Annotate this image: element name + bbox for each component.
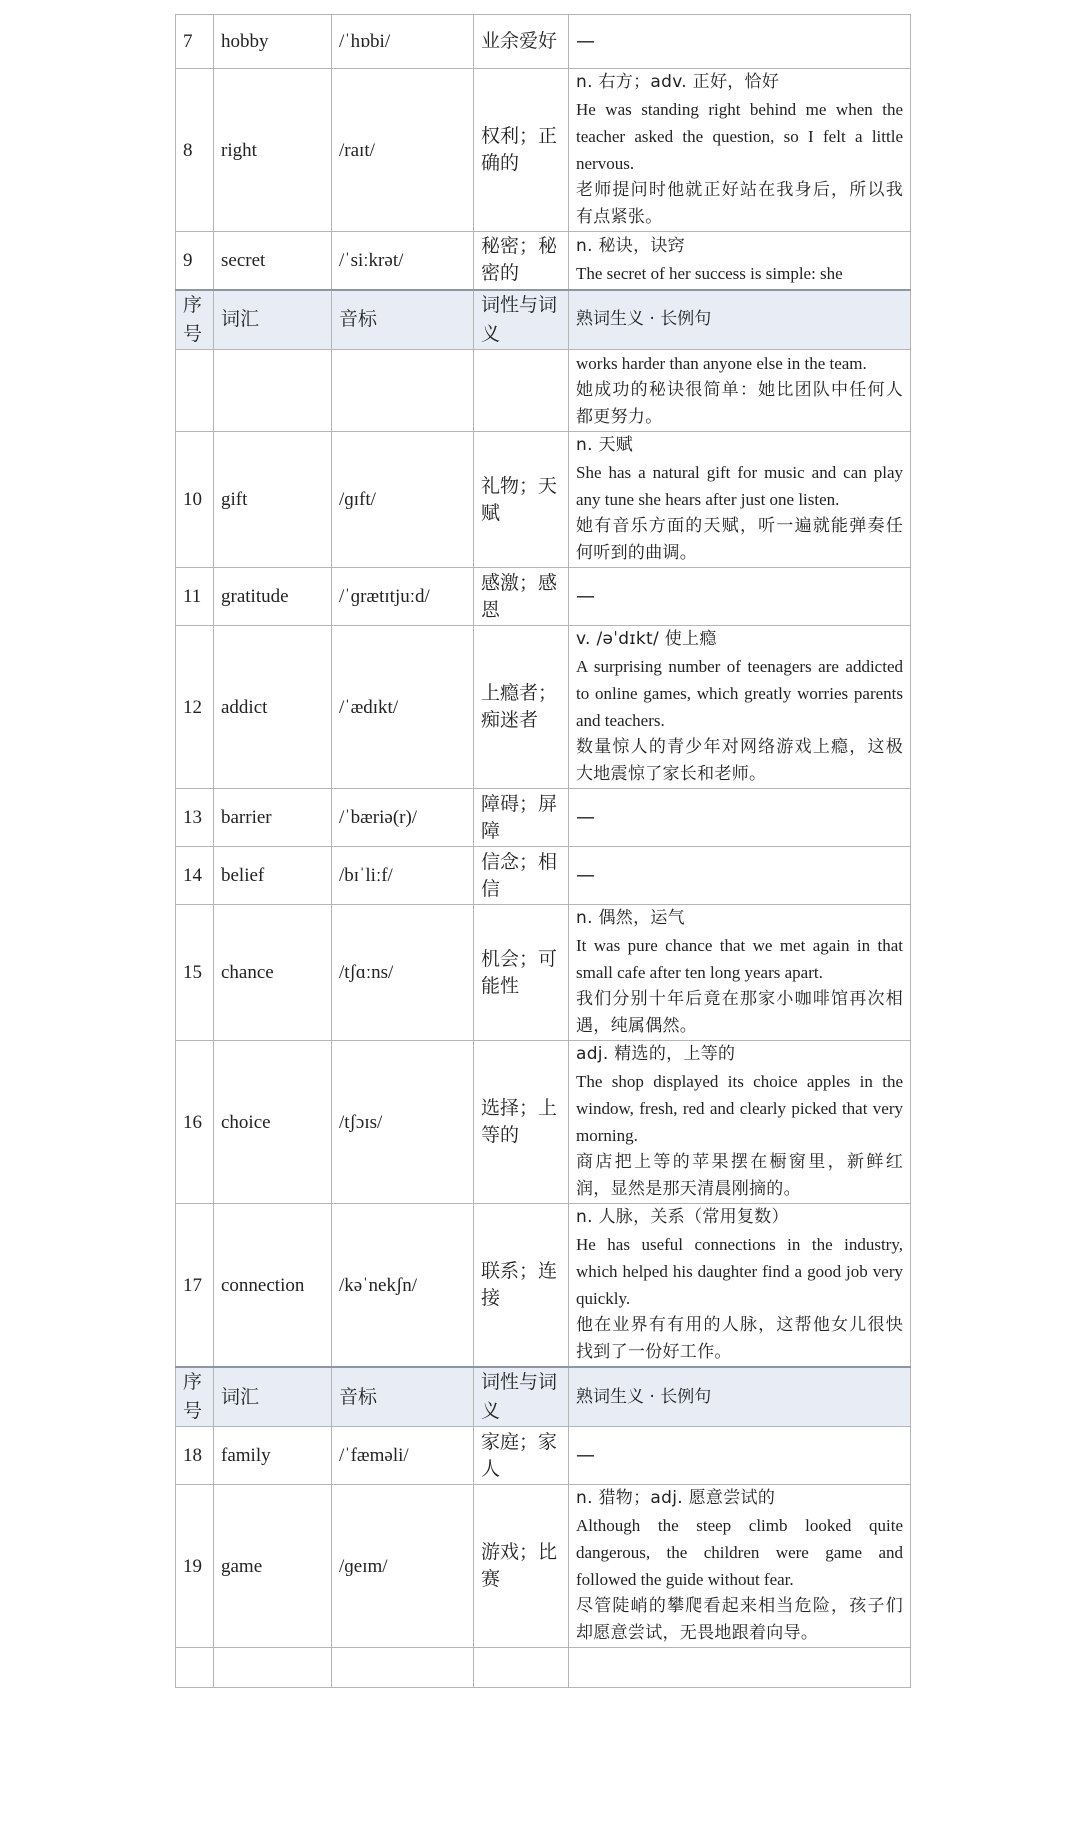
phonetic: /ˈbæriə(r)/ (332, 789, 474, 847)
extended-meaning-line: adj. 精选的，上等的 (576, 1044, 736, 1064)
table-row (176, 568, 911, 626)
table-row (176, 789, 911, 847)
table-row (176, 1041, 911, 1204)
extended-meaning-cell (569, 568, 911, 626)
header-number: 序号 (176, 290, 214, 350)
phonetic: /ɡɪft/ (332, 432, 474, 568)
translation-line: 数量惊人的青少年对网络游戏上瘾，这极大地震惊了家长和老师。 (576, 737, 903, 784)
table-row (176, 905, 911, 1041)
example-sentence: A surprising number of teenagers are addicted to online games, which greatly worries parents and teachers. (576, 657, 903, 730)
table-row (176, 626, 911, 789)
row-number: 15 (176, 905, 214, 1041)
phonetic: /ɡeɪm/ (332, 1485, 474, 1648)
phonetic: /bɪˈliːf/ (332, 847, 474, 905)
header-number: 序号 (176, 1367, 214, 1427)
vocabulary-table-body (176, 15, 911, 1688)
vocabulary-word: connection (214, 1204, 332, 1368)
table-row (176, 232, 911, 290)
extended-meaning-cell (569, 432, 911, 568)
part-of-speech-meaning: 机会；可能性 (474, 905, 569, 1041)
extended-meaning-cell (569, 847, 911, 905)
extended-meaning-cell (569, 1204, 911, 1368)
phonetic: /ˈsiːkrət/ (332, 232, 474, 290)
example-sentence: He has useful connections in the industry, which helped his daughter find a good job very quickly. (576, 1235, 903, 1308)
extended-meaning-cell (569, 69, 911, 232)
extended-meaning-cell (569, 1041, 911, 1204)
row-number: 9 (176, 232, 214, 290)
no-extended-meaning: — (576, 864, 595, 886)
empty-cell (474, 350, 569, 432)
vocabulary-word: gift (214, 432, 332, 568)
example-sentence: Although the steep climb looked quite dangerous, the children were game and followed the guide without fear. (576, 1516, 903, 1589)
part-of-speech-meaning: 游戏；比赛 (474, 1485, 569, 1648)
vocabulary-word: chance (214, 905, 332, 1041)
vocabulary-word: family (214, 1427, 332, 1485)
empty-cell (214, 1648, 332, 1688)
phonetic: /ˈædɪkt/ (332, 626, 474, 789)
empty-cell (332, 350, 474, 432)
part-of-speech-meaning: 选择；上等的 (474, 1041, 569, 1204)
table-row-partial (176, 1648, 911, 1688)
phonetic: /kəˈnekʃn/ (332, 1204, 474, 1368)
vocabulary-word: addict (214, 626, 332, 789)
vocabulary-word: belief (214, 847, 332, 905)
example-sentence: The shop displayed its choice apples in the window, fresh, red and clearly picked that very morning. (576, 1072, 903, 1145)
extended-meaning-line: v. /əˈdɪkt/ 使上瘾 (576, 629, 717, 649)
header-extended-meaning: 熟词生义 · 长例句 (569, 1367, 911, 1427)
no-extended-meaning: — (576, 30, 595, 52)
phonetic: /ˈfæməli/ (332, 1427, 474, 1485)
example-sentence: She has a natural gift for music and can play any tune she hears after just one listen. (576, 463, 903, 509)
phonetic: /ˈɡrætɪtjuːd/ (332, 568, 474, 626)
row-number: 18 (176, 1427, 214, 1485)
empty-cell (214, 350, 332, 432)
empty-cell (176, 1648, 214, 1688)
table-header-row (176, 290, 911, 350)
vocabulary-word: gratitude (214, 568, 332, 626)
phonetic: /tʃɔɪs/ (332, 1041, 474, 1204)
vocabulary-word: secret (214, 232, 332, 290)
translation-line: 我们分别十年后竟在那家小咖啡馆再次相遇，纯属偶然。 (576, 989, 903, 1036)
vocabulary-word: barrier (214, 789, 332, 847)
table-row (176, 1204, 911, 1368)
header-meaning: 词性与词义 (474, 1367, 569, 1427)
header-meaning: 词性与词义 (474, 290, 569, 350)
no-extended-meaning: — (576, 585, 595, 607)
empty-cell (332, 1648, 474, 1688)
phonetic: /raɪt/ (332, 69, 474, 232)
extended-meaning-cell (569, 626, 911, 789)
row-number: 11 (176, 568, 214, 626)
part-of-speech-meaning: 信念；相信 (474, 847, 569, 905)
extended-meaning-line: n. 猎物；adj. 愿意尝试的 (576, 1488, 776, 1508)
part-of-speech-meaning: 上瘾者；痴迷者 (474, 626, 569, 789)
table-row (176, 69, 911, 232)
row-number: 10 (176, 432, 214, 568)
table-row-continued (176, 350, 911, 432)
part-of-speech-meaning: 联系；连接 (474, 1204, 569, 1368)
extended-meaning-line: n. 人脉，关系（常用复数） (576, 1207, 789, 1227)
table-row (176, 1427, 911, 1485)
extended-meaning-cell (569, 232, 911, 290)
row-number: 16 (176, 1041, 214, 1204)
example-sentence: It was pure chance that we met again in that small cafe after ten long years apart. (576, 936, 903, 982)
example-sentence: The secret of her success is simple: she (576, 264, 843, 284)
vocabulary-word: hobby (214, 15, 332, 69)
part-of-speech-meaning: 礼物；天赋 (474, 432, 569, 568)
header-phonetic: 音标 (332, 1367, 474, 1427)
translation-line: 老师提问时他就正好站在我身后，所以我有点紧张。 (576, 180, 903, 227)
extended-meaning-cell (569, 15, 911, 69)
vocabulary-table (175, 14, 911, 1688)
extended-meaning-line: n. 天赋 (576, 435, 634, 455)
phonetic: /tʃɑːns/ (332, 905, 474, 1041)
extended-meaning-line: n. 右方；adv. 正好，恰好 (576, 72, 780, 92)
row-number: 19 (176, 1485, 214, 1648)
empty-cell (569, 1648, 911, 1688)
part-of-speech-meaning: 感激；感恩 (474, 568, 569, 626)
extended-meaning-line: n. 秘诀，诀窍 (576, 236, 685, 257)
part-of-speech-meaning: 秘密；秘密的 (474, 232, 569, 290)
row-number: 12 (176, 626, 214, 789)
table-row (176, 1485, 911, 1648)
translation-line: 她有音乐方面的天赋，听一遍就能弹奏任何听到的曲调。 (576, 516, 903, 563)
vocabulary-page (175, 14, 910, 1688)
table-row (176, 15, 911, 69)
vocabulary-word: right (214, 69, 332, 232)
translation-line: 他在业界有有用的人脉，这帮他女儿很快找到了一份好工作。 (576, 1315, 903, 1362)
extended-meaning-cell (569, 1427, 911, 1485)
header-extended-meaning: 熟词生义 · 长例句 (569, 290, 911, 350)
extended-meaning-cell (569, 1485, 911, 1648)
header-phonetic: 音标 (332, 290, 474, 350)
translation-line: 她成功的秘诀很简单：她比团队中任何人都更努力。 (576, 380, 903, 427)
no-extended-meaning: — (576, 806, 595, 828)
example-sentence: He was standing right behind me when the teacher asked the question, so I felt a little nervous. (576, 100, 903, 173)
translation-line: 尽管陡峭的攀爬看起来相当危险，孩子们却愿意尝试，无畏地跟着向导。 (576, 1596, 903, 1643)
table-row (176, 432, 911, 568)
part-of-speech-meaning: 家庭；家人 (474, 1427, 569, 1485)
empty-cell (474, 1648, 569, 1688)
vocabulary-word: game (214, 1485, 332, 1648)
table-row (176, 847, 911, 905)
row-number: 17 (176, 1204, 214, 1368)
extended-meaning-cell (569, 905, 911, 1041)
part-of-speech-meaning: 权利；正确的 (474, 69, 569, 232)
extended-meaning-cell (569, 350, 911, 432)
row-number: 13 (176, 789, 214, 847)
row-number: 7 (176, 15, 214, 69)
row-number: 14 (176, 847, 214, 905)
header-word: 词汇 (214, 290, 332, 350)
phonetic: /ˈhɒbi/ (332, 15, 474, 69)
translation-line: 商店把上等的苹果摆在橱窗里，新鲜红润，显然是那天清晨刚摘的。 (576, 1152, 903, 1199)
extended-meaning-line: n. 偶然，运气 (576, 908, 685, 928)
extended-meaning-cell (569, 789, 911, 847)
no-extended-meaning: — (576, 1444, 595, 1466)
example-sentence: works harder than anyone else in the team. (576, 354, 867, 373)
header-word: 词汇 (214, 1367, 332, 1427)
vocabulary-word: choice (214, 1041, 332, 1204)
table-header-row (176, 1367, 911, 1427)
part-of-speech-meaning: 障碍；屏障 (474, 789, 569, 847)
empty-cell (176, 350, 214, 432)
row-number: 8 (176, 69, 214, 232)
part-of-speech-meaning: 业余爱好 (474, 15, 569, 69)
